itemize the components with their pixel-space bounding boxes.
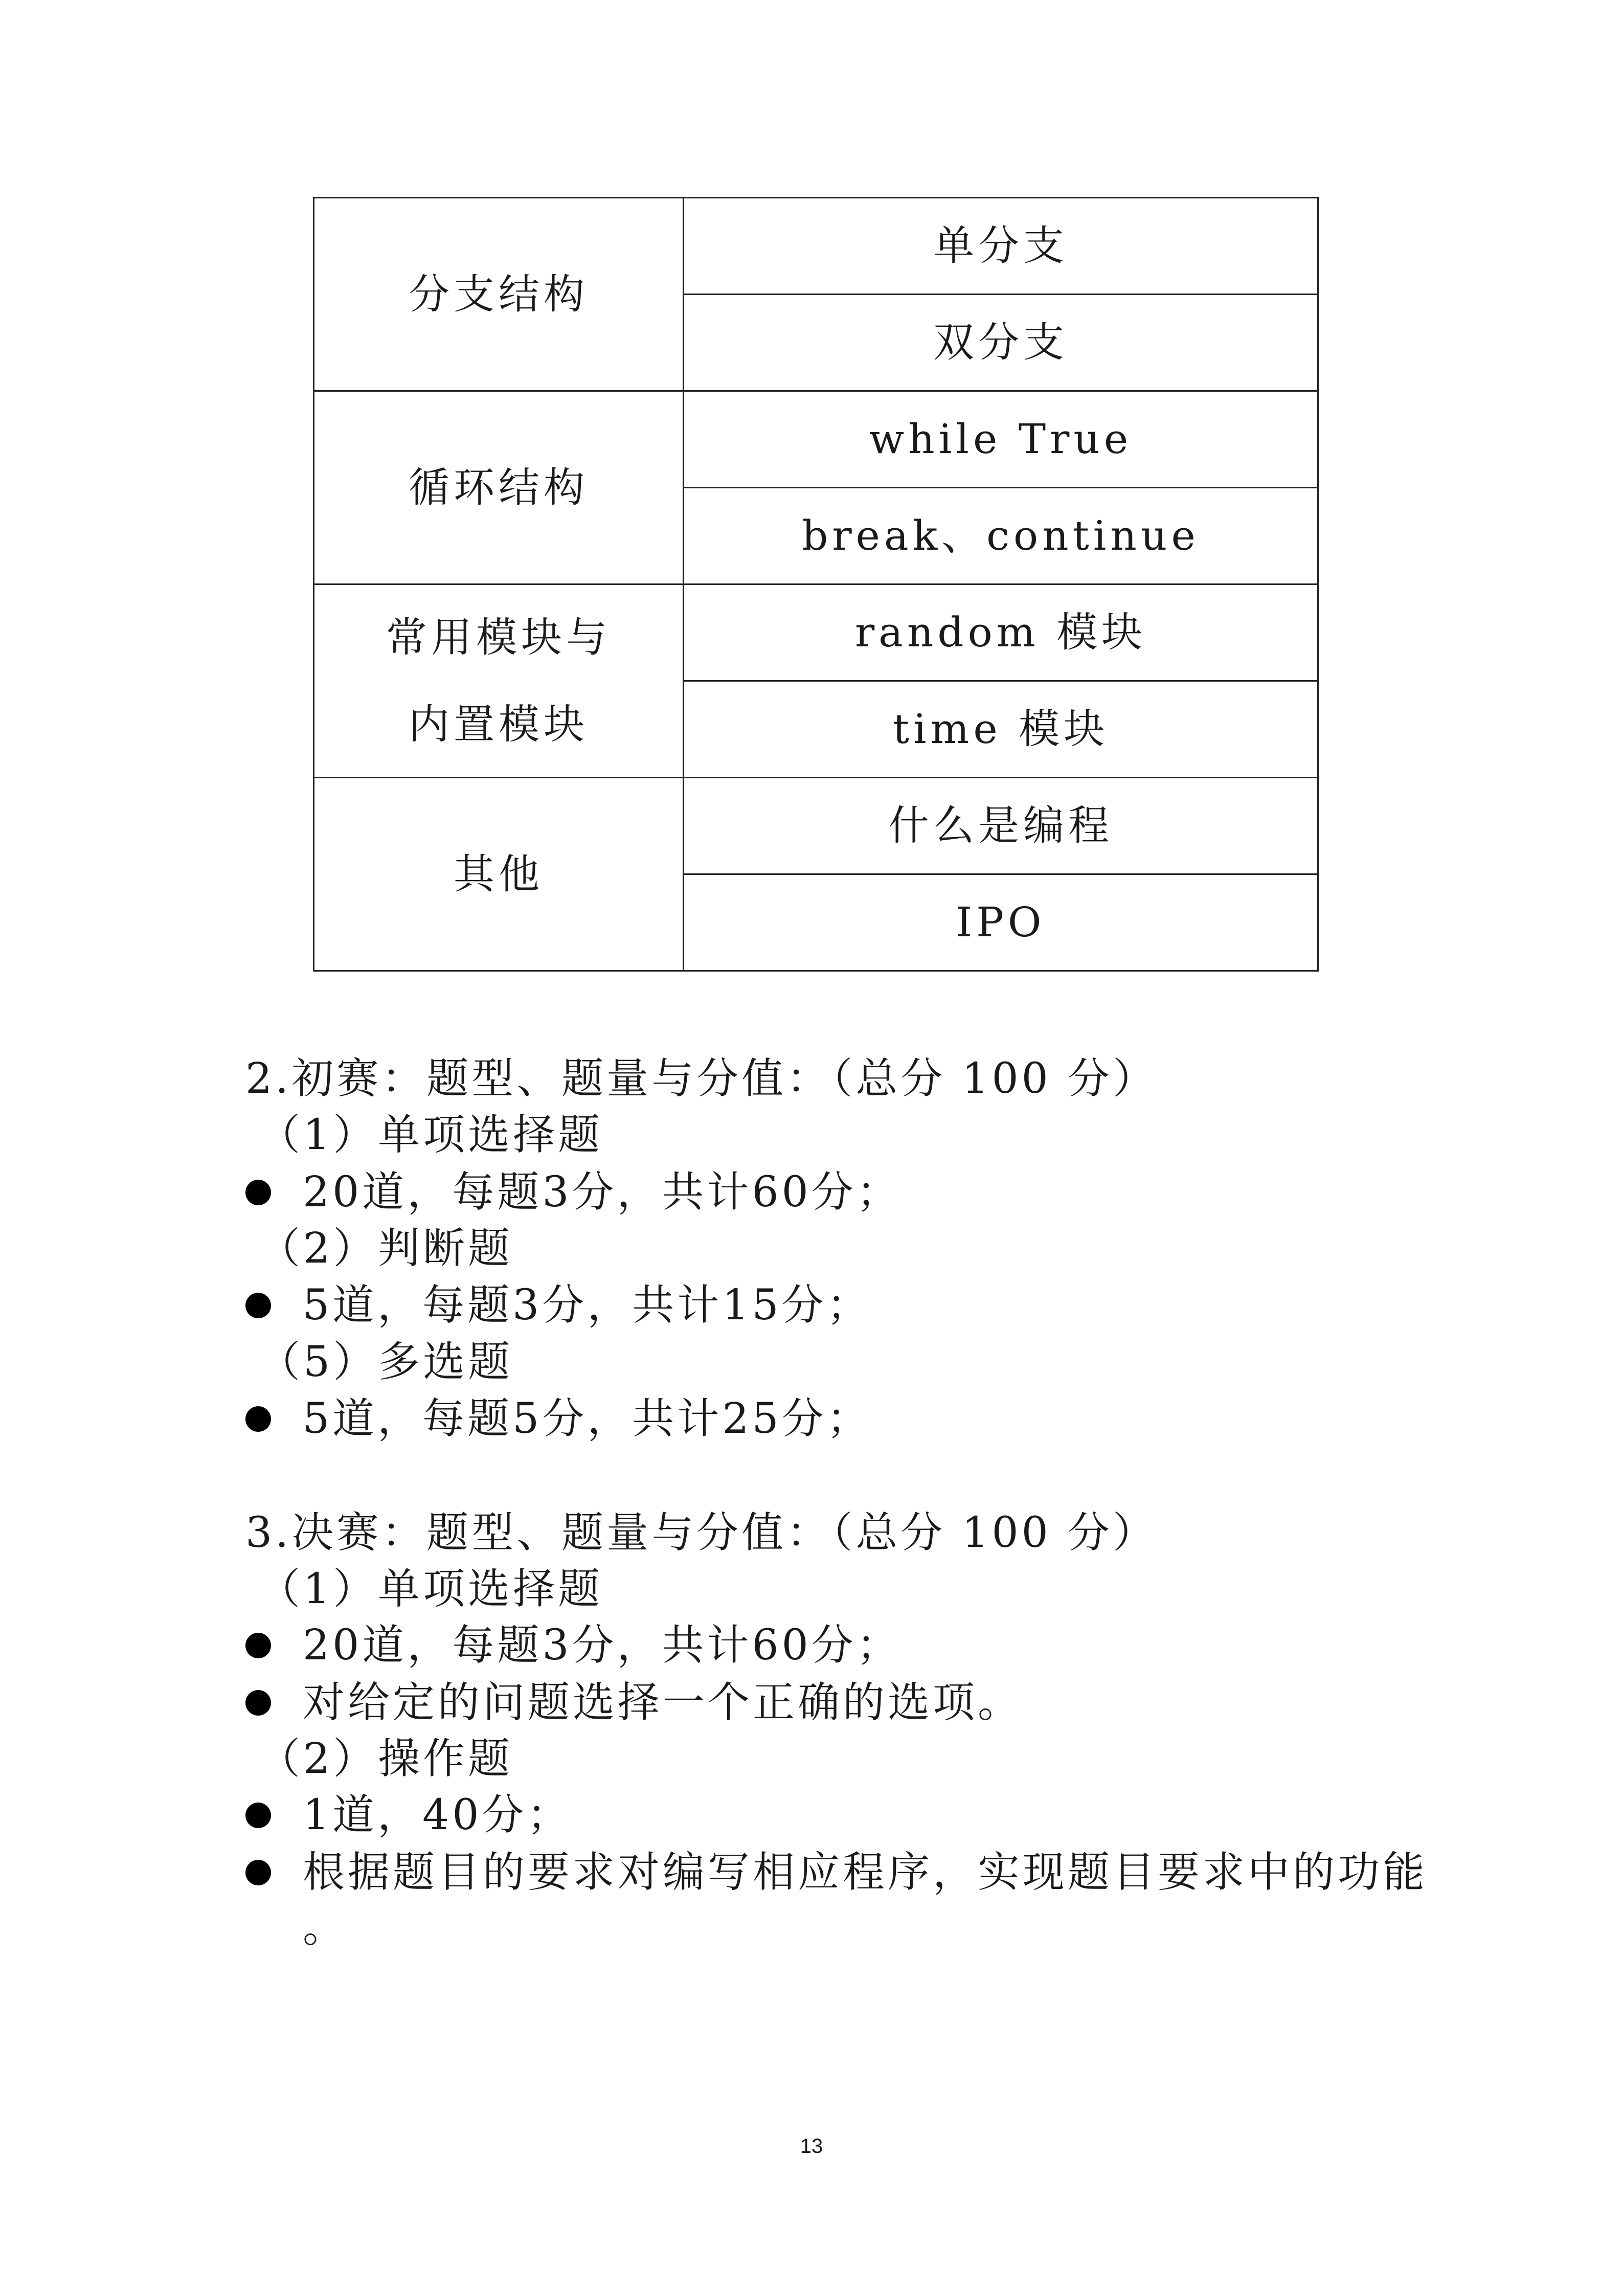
bullet-text: 5道，每题3分，共计15分； xyxy=(303,1281,872,1330)
section-3-part-1-title: （1）单项选择题 xyxy=(258,1565,603,1613)
bullet-text: 20道，每题3分，共计60分； xyxy=(303,1168,901,1217)
bullet-icon xyxy=(245,1860,271,1885)
bullet-icon xyxy=(245,1406,271,1432)
bullet-text: 20道，每题3分，共计60分； xyxy=(303,1621,901,1670)
section-3-part-2-title: （2）操作题 xyxy=(258,1735,513,1783)
syllabus-table xyxy=(313,197,1319,972)
bullet-text: 1道，40分； xyxy=(303,1791,572,1839)
bullet-text: 根据题目的要求对编写相应程序，实现题目要求中的功能 xyxy=(303,1848,1428,1897)
topic-cell: break、continue xyxy=(684,488,1318,584)
bullet-text: 对给定的问题选择一个正确的选项。 xyxy=(303,1678,1023,1727)
list-item xyxy=(245,1620,901,1671)
table-row xyxy=(314,198,1318,295)
topic-cell: 什么是编程 xyxy=(684,778,1318,874)
list-item xyxy=(245,1280,872,1331)
topic-cell: while True xyxy=(684,391,1318,488)
list-item xyxy=(245,1790,572,1841)
category-cell: 循环结构 xyxy=(314,391,684,584)
topic-cell: IPO xyxy=(684,874,1318,971)
section-2-part-1-title: （1）单项选择题 xyxy=(258,1111,603,1159)
section-2-part-2-title: （2）判断题 xyxy=(258,1224,513,1273)
page-number: 13 xyxy=(800,2135,823,2157)
list-item xyxy=(245,1847,1428,1898)
list-item xyxy=(245,1393,872,1445)
bullet-continuation: 。 xyxy=(303,1903,348,1952)
category-line: 内置模块 xyxy=(409,700,589,748)
bullet-text: 5道，每题5分，共计25分； xyxy=(303,1394,872,1443)
topic-cell: time 模块 xyxy=(684,681,1318,778)
table-row xyxy=(314,584,1318,681)
section-2-part-3-title: （5）多选题 xyxy=(258,1338,513,1386)
bullet-icon xyxy=(245,1293,271,1318)
table-row xyxy=(314,391,1318,488)
section-2-heading: 2.初赛：题型、题量与分值：（总分 100 分） xyxy=(245,1054,1158,1103)
bullet-icon xyxy=(245,1690,271,1716)
list-item xyxy=(245,1677,1023,1728)
bullet-icon xyxy=(245,1180,271,1205)
bullet-icon xyxy=(245,1803,271,1828)
category-cell xyxy=(314,584,684,778)
bullet-icon xyxy=(245,1633,271,1658)
category-cell: 其他 xyxy=(314,778,684,971)
category-line: 常用模块与 xyxy=(386,613,611,661)
category-cell: 分支结构 xyxy=(314,198,684,391)
list-item xyxy=(245,1167,901,1218)
topic-cell: random 模块 xyxy=(684,584,1318,681)
table-row xyxy=(314,778,1318,874)
section-3-heading: 3.决赛：题型、题量与分值：（总分 100 分） xyxy=(245,1509,1158,1557)
topic-cell: 双分支 xyxy=(684,295,1318,391)
topic-cell: 单分支 xyxy=(684,198,1318,295)
